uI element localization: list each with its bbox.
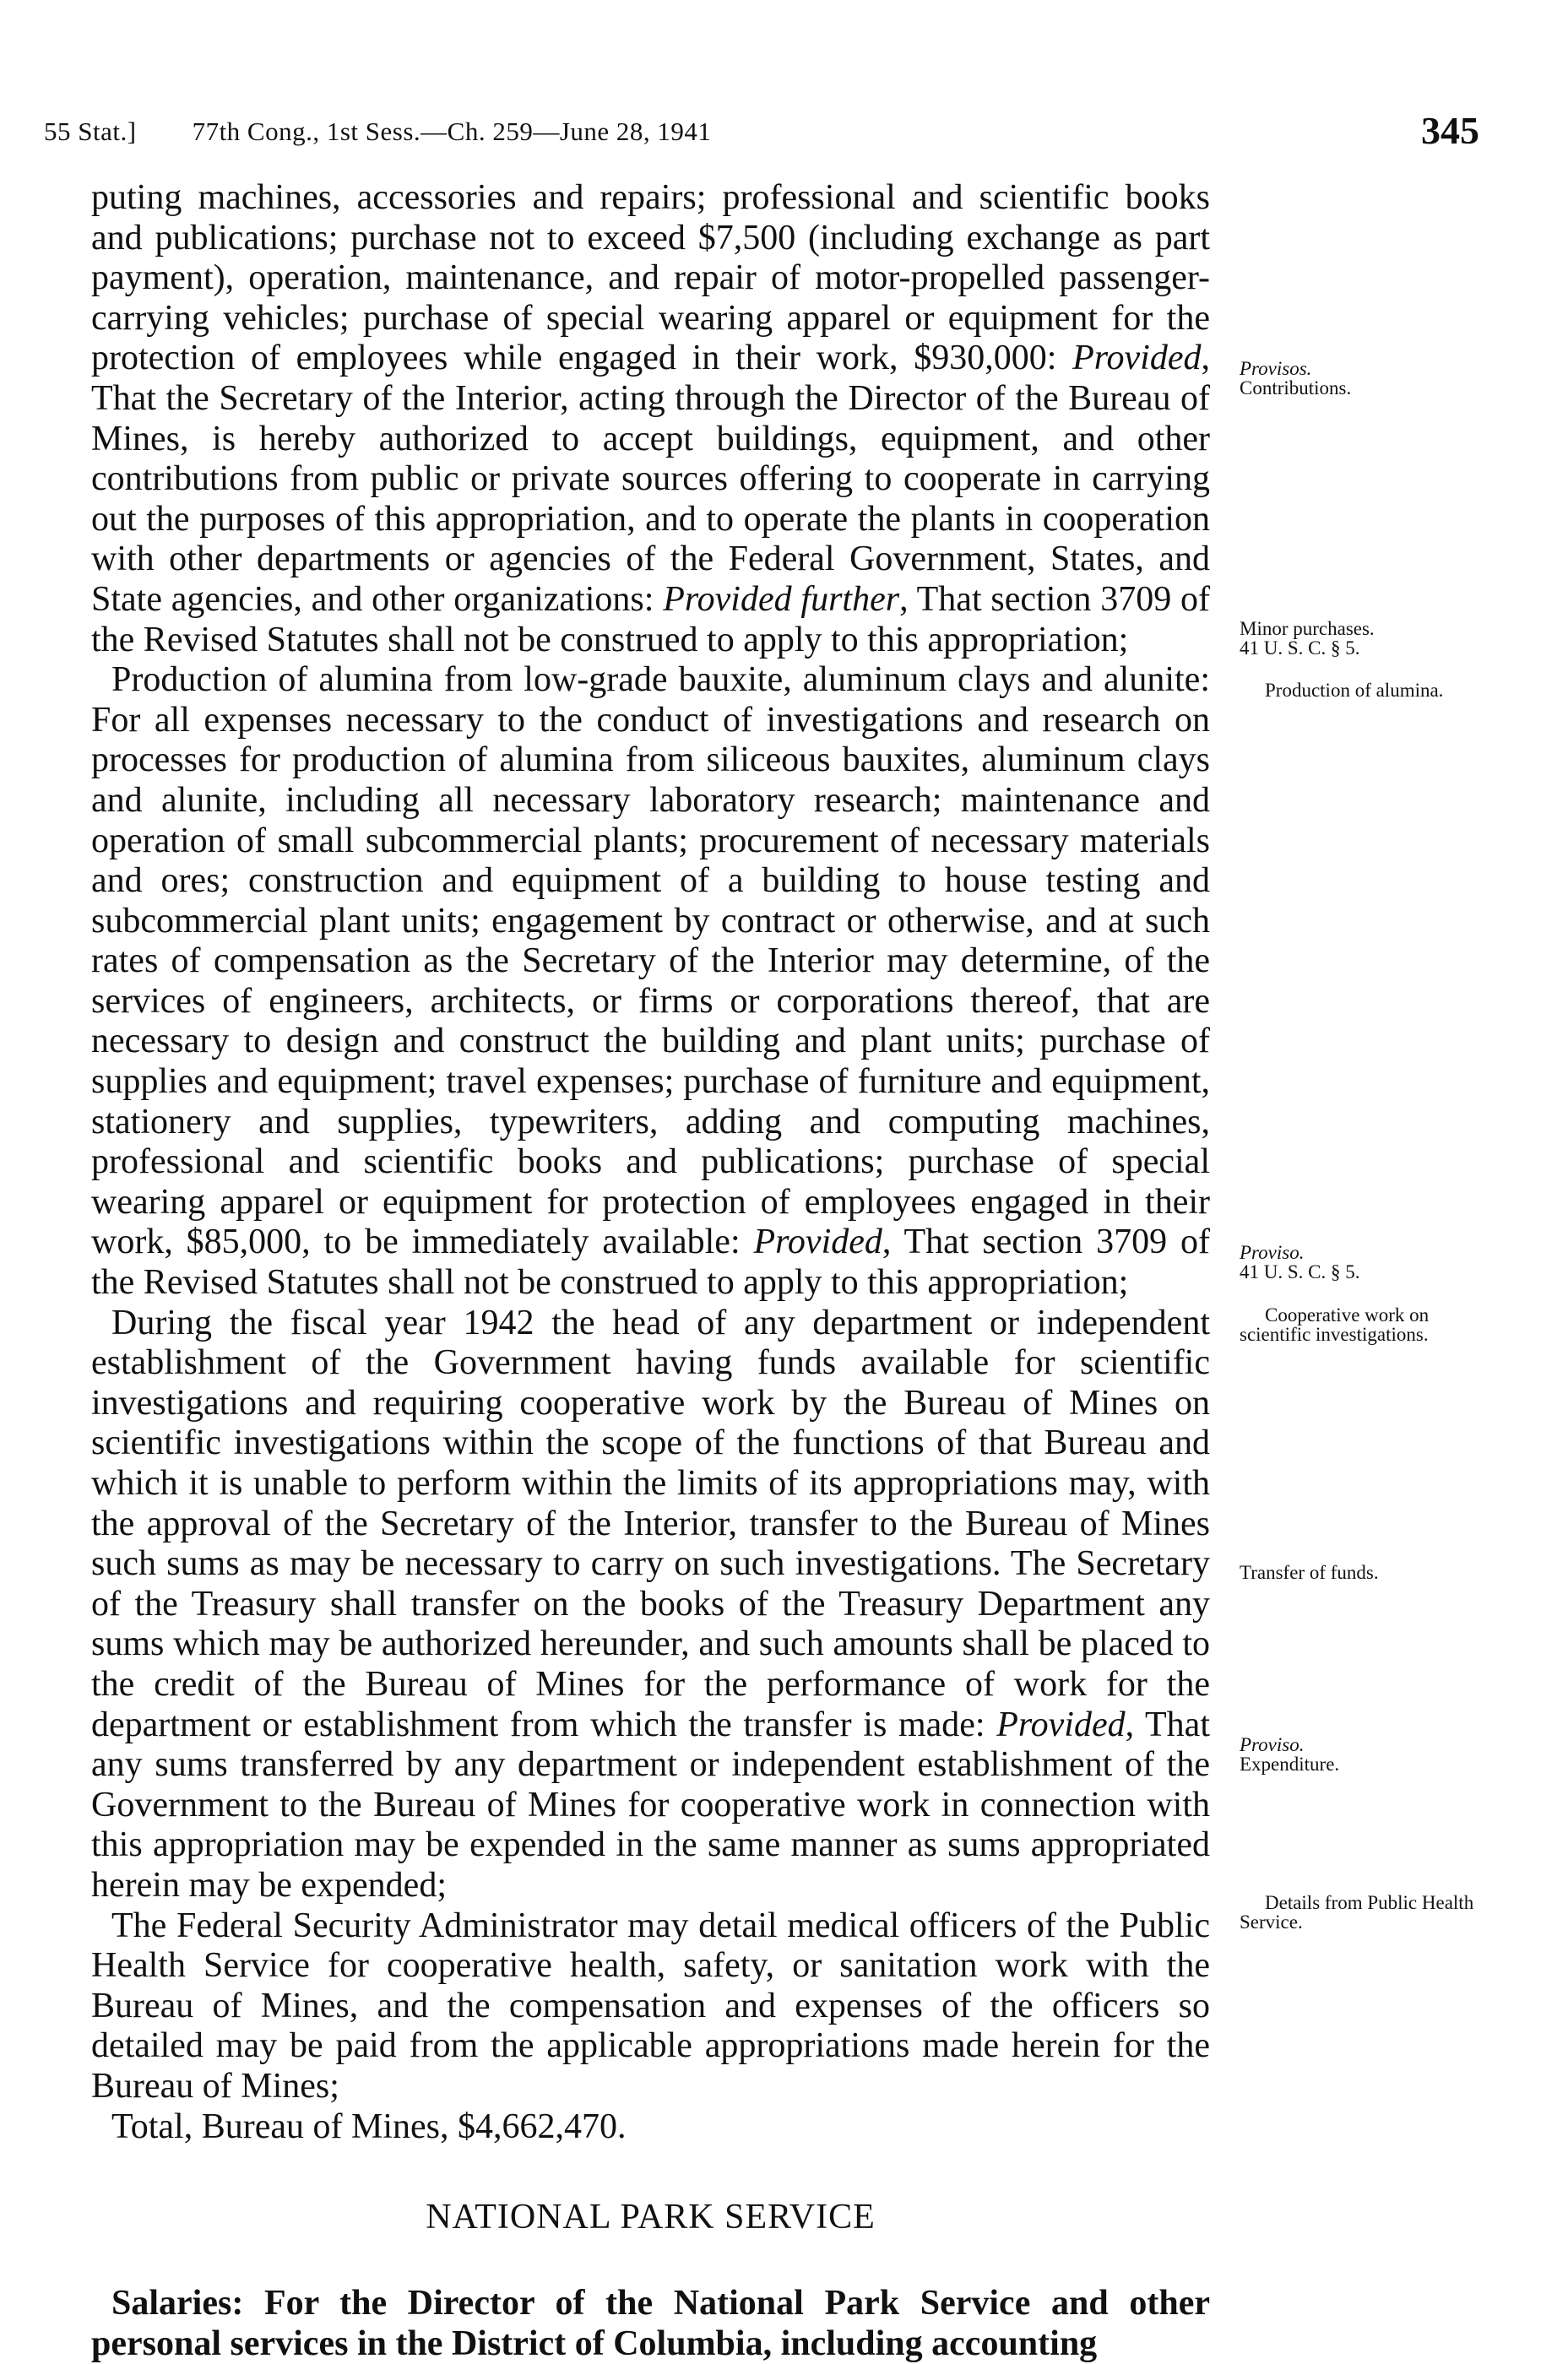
paragraph-alumina <box>91 660 1210 1304</box>
margin-note <box>1240 1563 1493 1582</box>
paragraph-bureau-mines-1 <box>91 178 1210 660</box>
margin-note <box>1240 680 1493 700</box>
session-chapter-date: 77th Cong., 1st Sess.—Ch. 259—June 28, 1941 <box>192 117 712 146</box>
margin-note-line: Contributions. <box>1240 377 1352 399</box>
main-text <box>91 178 1210 2364</box>
text-run: , That the Secretary of the Interior, acting through the Director of the Bureau of Mines, is hereby authorized to accept buildings, equipment, and other contributions from public or private sources offering to cooperate in carrying out the purposes of this appropriation, and to operate the plants in cooperation with other departments or agencies of the Federal Government, States, and State agencies, and other organizations: <box>91 339 1210 619</box>
margin-note <box>1240 1243 1493 1282</box>
page-header <box>44 108 1479 150</box>
margin-note-line: Details from Public Health Service. <box>1240 1892 1474 1933</box>
margin-note <box>1240 619 1493 658</box>
italic-term: Provided <box>1072 339 1202 378</box>
text-run: puting machines, accessories and repairs; professional and scientific books and publications; purchase not to exceed $7,500 (including exchange as part payment), operation, maintenance, and repair of motor-propelled passenger-carrying vehicles; purchase of special wearing apparel or equipment for the protection of employees while engaged in their work, $930,000: <box>91 178 1210 378</box>
margin-note-line: Expenditure. <box>1240 1754 1340 1775</box>
text-run: Total, Bureau of Mines, $4,662,470. <box>111 2106 627 2146</box>
paragraph-salaries: Salaries: For the Director of the National Park Service and other personal services in the District of Columbia, including accounting <box>91 2284 1210 2363</box>
text-run: , That section 3709 of the Revised Statutes shall not be construed to apply to this appropriation; <box>91 579 1210 659</box>
margin-note <box>1240 1305 1493 1344</box>
section-heading: NATIONAL PARK SERVICE <box>426 2198 876 2237</box>
paragraph-public-health <box>91 1906 1210 2107</box>
margin-note <box>1240 1735 1493 1774</box>
page-number: 345 <box>1421 109 1479 152</box>
text-run: , That section 3709 of the Revised Statutes shall not be construed to apply to this appropriation; <box>91 1223 1210 1303</box>
margin-note <box>1240 359 1493 398</box>
running-head <box>44 117 711 147</box>
margin-note <box>1240 1893 1493 1932</box>
italic-term: Provided <box>996 1705 1126 1744</box>
margin-note-line: Minor purchases. <box>1240 618 1375 639</box>
text-run: Production of alumina from low-grade bauxite, aluminum clays and alunite: For all expenses necessary to the conduct of investigations and research on processes for production of alumina from siliceous bauxites, aluminum clays and alunite, including all necessary laboratory research; maintenance and operation of small subcommercial plants; procurement of necessary materials and ores; construction and equipment of a building to house testing and subcommercial plant units; engagement by contract or otherwise, and at such rates of compensation as the Secretary of the Interior may determine, of the services of engineers, architects, or firms or corporations thereof, that are necessary to design and construct the building and plant units; purchase of supplies and equipment; travel expenses; purchase of furniture and equipment, stationery and supplies, typewriters, adding and computing machines, professional and scientific books and publications; purchase of special wearing apparel or equipment for protection of employees engaged in their work, $85,000, to be immediately available: <box>91 660 1210 1262</box>
italic-term: Provided further <box>663 579 900 619</box>
margin-note-line: Proviso. <box>1240 1242 1305 1263</box>
paragraph-cooperative-work <box>91 1304 1210 1906</box>
italic-term: Provided <box>753 1223 882 1262</box>
text-run: The Federal Security Administrator may detail medical officers of the Public Health Service for cooperative health, safety, or sanitation work with the Bureau of Mines, and the compensation and expenses of the officers so detailed may be paid from the applicable appropriations made herein for the Bureau of Mines; <box>91 1906 1210 2106</box>
paragraph-total <box>91 2107 1210 2148</box>
margin-note-line: 41 U. S. C. § 5. <box>1240 637 1360 659</box>
statute-reference: 55 Stat.] <box>44 117 137 146</box>
margin-note-line: Provisos. <box>1240 358 1312 379</box>
text-run: During the fiscal year 1942 the head of any department or independent establishment of the Government having funds available for scientific investigations and requiring cooperative work by the Bureau of Mines on scientific investigations within the scope of the functions of that Bureau and which it is unable to perform within the limits of its appropriations may, with the approval of the Secretary of the Interior, transfer to the Bureau of Mines such sums as may be necessary to carry on such investigations. The Secretary of the Treasury shall transfer on the books of the Treasury Department any sums which may be authorized hereunder, and such amounts shall be placed to the credit of the Bureau of Mines for the performance of work for the department or establishment from which the transfer is made: <box>91 1303 1210 1744</box>
margin-note-line: Cooperative work on scientific investigations. <box>1240 1304 1430 1345</box>
margin-note-line: Proviso. <box>1240 1734 1305 1755</box>
margin-note-line: Production of alumina. <box>1265 680 1444 701</box>
margin-note-line: 41 U. S. C. § 5. <box>1240 1261 1360 1282</box>
text-run: , That any sums transferred by any department or independent establishment of the Government to the Bureau of Mines for cooperative work in connection with this appropriation may be expended in the same manner as sums appropriated herein may be expended; <box>91 1705 1210 1905</box>
margin-note-line: Transfer of funds. <box>1240 1562 1379 1583</box>
